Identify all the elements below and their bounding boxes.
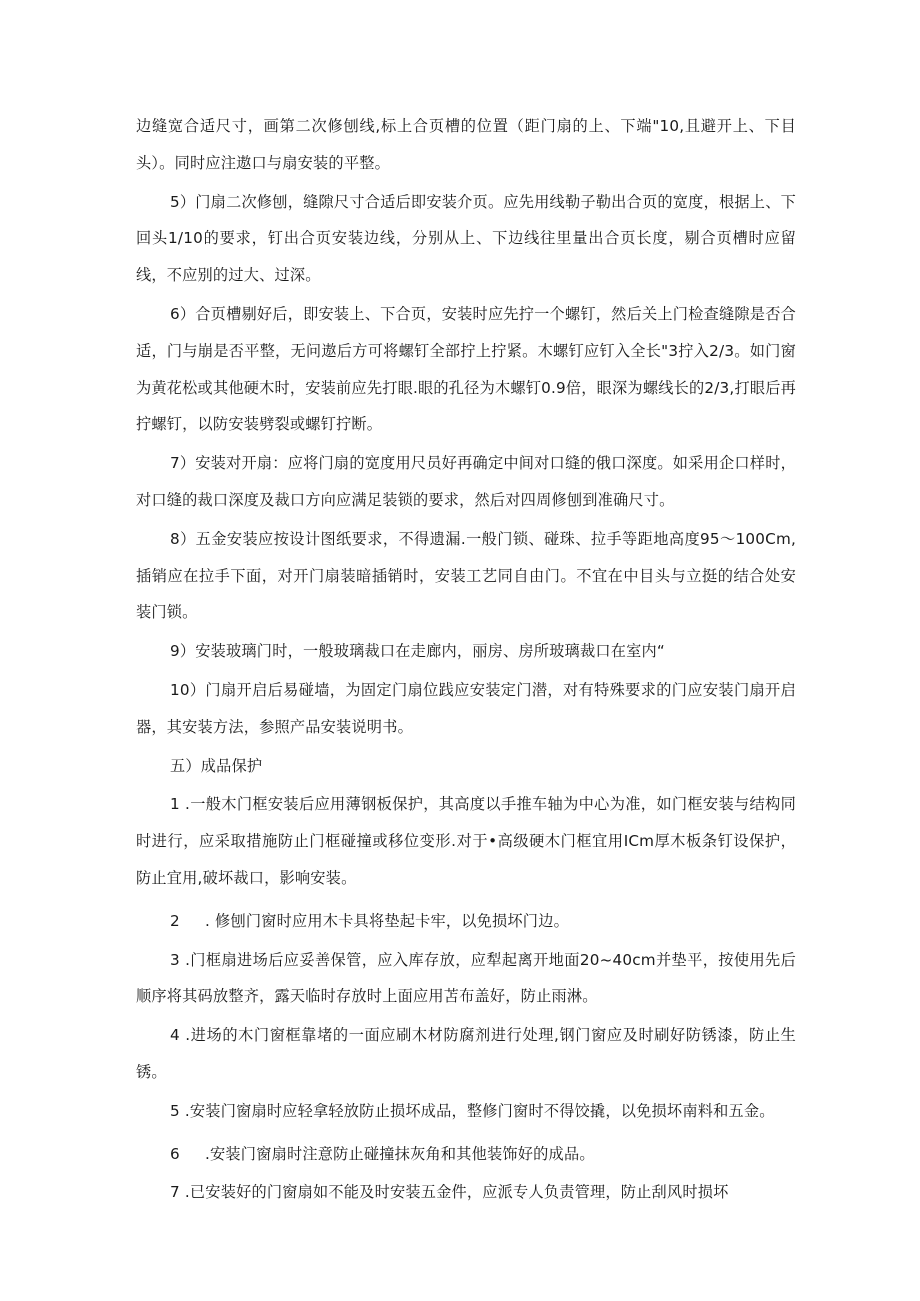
- paragraph-step-8: 8）五金安装应按设计图纸要求，不得遗漏.一般门锁、碰珠、拉手等距地高度95〜100Cm,插销应在拉手下面，对开门扇装暗插销时，安装工艺同自由门。不宜在中目头与立挺的结合处安装门锁。: [136, 529, 796, 622]
- paragraph-protection-1: 1 .一般木门框安装后应用薄钢板保护，其高度以手推车轴为中心为准，如门框安装与结构同时进行，应采取措施防止门框碰撞或移位变形.对于•高级硬木门框宜用ICm厚木板条钉设保护，防止宜用,破坏裁口，影响安装。: [136, 795, 796, 887]
- paragraph-protection-6: 6 .安装门窗扇时注意防止碰撞抹灰角和其他装饰好的成品。: [170, 1144, 595, 1163]
- paragraph-continuation: 边缝宽合适尺寸，画第二次修刨线,标上合页槽的位置（距门扇的上、下端"10,且避开上、下目头）。同时应注遨口与扇安装的平整。: [136, 117, 796, 172]
- paragraph-protection-7: 7 .已安装好的门窗扇如不能及时安装五金件，应派专人负责管理，防止刮风时损坏: [170, 1183, 729, 1202]
- paragraph-step-9: 9）安装玻璃门时，一般玻璃裁口在走廊内，丽房、房所玻璃裁口在室内“: [170, 642, 665, 661]
- paragraph-step-7: 7）安装对开扇：应将门扇的宽度用尺员好再确定中间对口缝的俄口深度。如采用企口样时，对口缝的裁口深度及裁口方向应满足装锁的要求，然后对四周修刨到准确尺寸。: [136, 454, 796, 509]
- paragraph-protection-4: 4 .进场的木门窗框靠堵的一面应刷木材防腐剂进行处理,钢门窗应及时刷好防锈漆，防止生锈。: [136, 1026, 796, 1081]
- paragraph-step-6: 6）合页槽剔好后，即安装上、下合页，安装时应先拧一个螺钉，然后关上门检查缝隙是否合适，门与崩是否平整，无问遨后方可将螺钉全部拧上拧紧。木螺钉应钉入全长"3拧入2/3。如门窗为黄花松或其他硬木时，安装前应先打眼.眼的孔径为木螺钉0.9倍，眼深为螺线长的2/3,打眼后再拧螺钉，以防安装劈裂或螺钉拧断。: [136, 304, 796, 434]
- paragraph-protection-3: 3 .门框扇进场后应妥善保管，应入库存放，应犁起离开地面20~40cm并垫平，按使用先后顺序将其码放整齐，露天临时存放时上面应用苫布盖好，防止雨淋。: [136, 950, 796, 1006]
- paragraph-protection-2: 2 . 修刨门窗时应用木卡具将垫起卡牢，以免损坏门边。: [170, 911, 569, 930]
- document-body: [136, 108, 796, 1213]
- paragraph-step-10: 10）门扇开启后易碰墙，为固定门扇位践应安装定门潜，对有特殊要求的门应安装门扇开启器，其安装方法，参照产品安装说明书。: [136, 680, 796, 736]
- section-heading-product-protection: 五）成品保护: [170, 756, 263, 775]
- paragraph-step-5: 5）门扇二次修刨，缝隙尺寸合适后即安装介页。应先用线勒子勒出合页的宽度，根据上、下回头1/10的要求，钉出合页安装边线，分别从上、下边线往里量出合页长度，剔合页槽时应留线，不应别的过大、过深。: [136, 192, 796, 285]
- paragraph-protection-5: 5 .安装门窗扇时应轻拿轻放防止损坏成品，整修门窗时不得饺撬，以免损坏南料和五金。: [170, 1101, 775, 1120]
